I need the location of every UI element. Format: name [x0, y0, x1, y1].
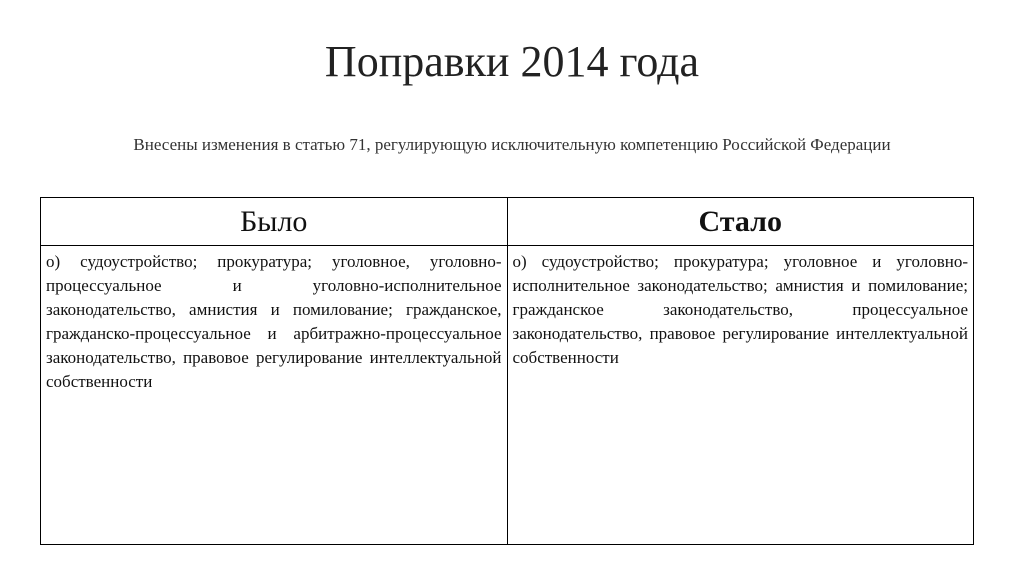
table-row	[41, 246, 974, 545]
cell-old-text: о) судоустройство; прокуратура; уголовное, уголовно-процессуальное и уголовно-исполнительное законодательство, амнистия и помилование; гражданское, гражданско-процессуальное и арбитражно-процессуальное законодательство, правовое регулирование интеллектуальной собственности	[41, 246, 508, 545]
cell-new-text: о) судоустройство; прокуратура; уголовное и уголовно-исполнительное законодательство; амнистия и помилование; гражданское законодательство, процессуальное законодательство, правовое регулирование интеллектуальной собственности	[507, 246, 974, 545]
slide-subtitle: Внесены изменения в статью 71, регулирующую исключительную компетенцию Российской Федерации	[133, 135, 891, 154]
table-header-row	[41, 198, 974, 246]
header-old: Было	[41, 198, 508, 246]
slide-title: Поправки 2014 года	[324, 37, 700, 86]
header-new: Стало	[507, 198, 974, 246]
comparison-table	[40, 197, 974, 545]
